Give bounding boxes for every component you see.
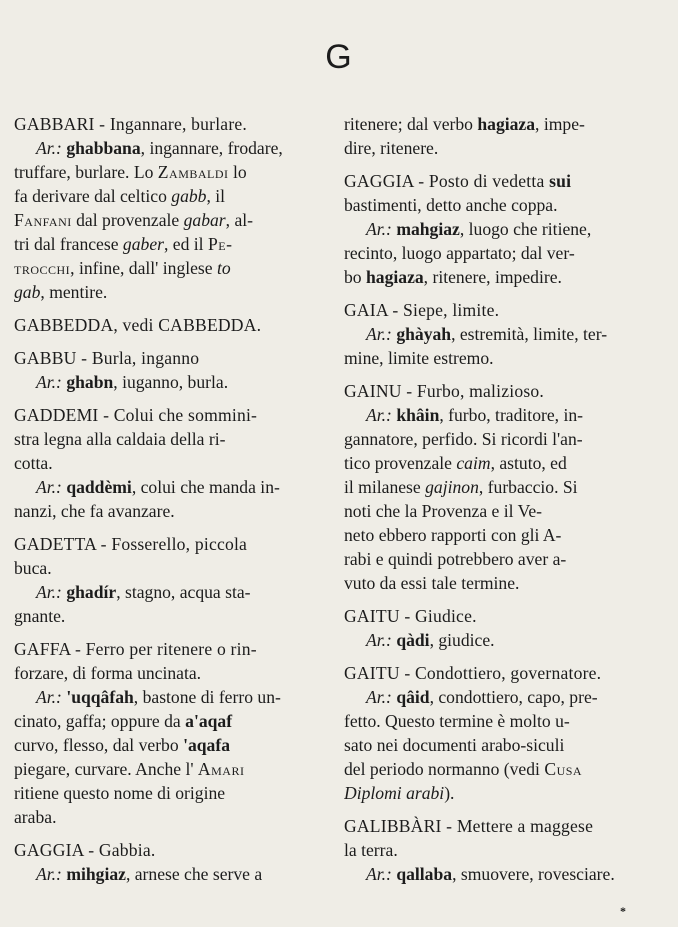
entry-headline: GALIBBÀRI - Mettere a maggese (344, 816, 594, 836)
entry-gaffa: GAFFA - Ferro per ritenere o rin- forzare, di forma uncinata. Ar.: 'uqqâfah, bastone di ferro un- cinato, gaffa; oppure da a'aqaf curvo, flesso, dal verbo 'aqafa piegare, curvare. Anche l' Amari ritiene questo nome di origine araba. (14, 637, 322, 829)
entry-gaggia-gabbia-cont: ritenere; dal verbo hagiaza, impe- dire, ritenere. (344, 114, 585, 158)
entry-gaggia-vedetta: GAGGIA - Posto di vedetta sui bastimenti, detto anche coppa. Ar.: mahgiaz, luogo che ritiene, recinto, luogo appartato; dal ver- bo hagiaza, ritenere, impedire. (344, 169, 652, 289)
entry-gaitu-giudice (344, 604, 652, 652)
entry-gaia: GAIA - Siepe, limite. Ar.: ghàyah, estremità, limite, ter- mine, limite estremo. (344, 298, 652, 370)
entry-gabbedda (14, 313, 322, 337)
entry-headline: GAIA - Siepe, limite. (344, 300, 500, 320)
arabic-etymology: Ar.: qàdi, giudice. (366, 630, 495, 650)
entry-headline: GADDEMI - Colui che sommini- (14, 405, 258, 425)
entry-headline: GAFFA - Ferro per ritenere o rin- (14, 639, 257, 659)
entry-headline: GAINU - Furbo, malizioso. (344, 381, 544, 401)
entry-headline: GADETTA - Fosserello, piccola (14, 534, 248, 554)
arabic-etymology: Ar.: qaddèmi, colui che manda in- (36, 477, 280, 497)
arabic-etymology: Ar.: ghabbana, ingannare, frodare, (36, 138, 283, 158)
right-column (344, 112, 652, 895)
entry-headline: GAGGIA - Gabbia. (14, 840, 156, 860)
entry-gabbu (14, 346, 322, 394)
entry-gadetta: GADETTA - Fosserello, piccola buca. Ar.: ghadír, stagno, acqua sta- gnante. (14, 532, 322, 628)
arabic-etymology: Ar.: qâid, condottiero, capo, pre- (366, 687, 598, 707)
entry-gaddemi: GADDEMI - Colui che sommini- stra legna alla caldaia della ri- cotta. Ar.: qaddèmi, colui che manda in- nanzi, che fa avanzare. (14, 403, 322, 523)
arabic-etymology: Ar.: ghabn, iuganno, burla. (36, 372, 229, 392)
entry-galibbari: GALIBBÀRI - Mettere a maggese la terra. Ar.: qallaba, smuovere, rovesciare. (344, 814, 652, 886)
arabic-etymology: Ar.: mahgiaz, luogo che ritiene, (366, 219, 592, 239)
entry-headline: GABBU - Burla, inganno (14, 348, 200, 368)
entry-headline: GABBARI - Ingannare, burlare. (14, 114, 247, 134)
arabic-etymology: Ar.: qallaba, smuovere, rovesciare. (366, 864, 615, 884)
entry-headline: GAGGIA - Posto di vedetta sui (344, 171, 572, 191)
arabic-etymology: Ar.: khâin, furbo, traditore, in- (366, 405, 583, 425)
arabic-etymology: Ar.: mihgiaz, arnese che serve a (36, 864, 263, 884)
entry-headline: GAITU - Giudice. (344, 606, 477, 626)
footer-mark: * (620, 904, 626, 918)
page-letter-heading: G (325, 38, 353, 76)
arabic-etymology: Ar.: 'uqqâfah, bastone di ferro un- (36, 687, 281, 707)
entry-gaitu-condottiero: GAITU - Condottiero, governatore. Ar.: qâid, condottiero, capo, pre- fetto. Questo termine è molto u- sato nei documenti arabo-siculi del periodo normanno (vedi Cusa Diplomi arabi). (344, 661, 652, 805)
arabic-etymology: Ar.: ghàyah, estremità, limite, ter- (366, 324, 608, 344)
entry-headline: GAITU - Condottiero, governatore. (344, 663, 602, 683)
left-column (14, 112, 322, 895)
entry-headline: GABBEDDA, vedi CABBEDDA. (14, 315, 262, 335)
entry-gabbari: GABBARI - Ingannare, burlare. Ar.: ghabbana, ingannare, frodare, truffare, burlare. Lo Zambaldi lo fa derivare dal celtico gabb, il Fanfani dal provenzale gabar, al- tri dal francese gaber, ed il Pe- trocchi, infine, dall' inglese to gab, mentire. (14, 112, 322, 304)
entry-gainu: GAINU - Furbo, malizioso. Ar.: khâin, furbo, traditore, in- gannatore, perfido. Si ricordi l'an- tico provenzale caim, astuto, ed il milanese gajinon, furbaccio. Si noti che la Provenza e il Ve- neto ebbero rapporti con gli A- rabi e quindi potrebbero aver a- vuto da essi tale termine. (344, 379, 652, 595)
entry-gaggia-gabbia (14, 838, 322, 886)
arabic-etymology: Ar.: ghadír, stagno, acqua sta- (36, 582, 251, 602)
